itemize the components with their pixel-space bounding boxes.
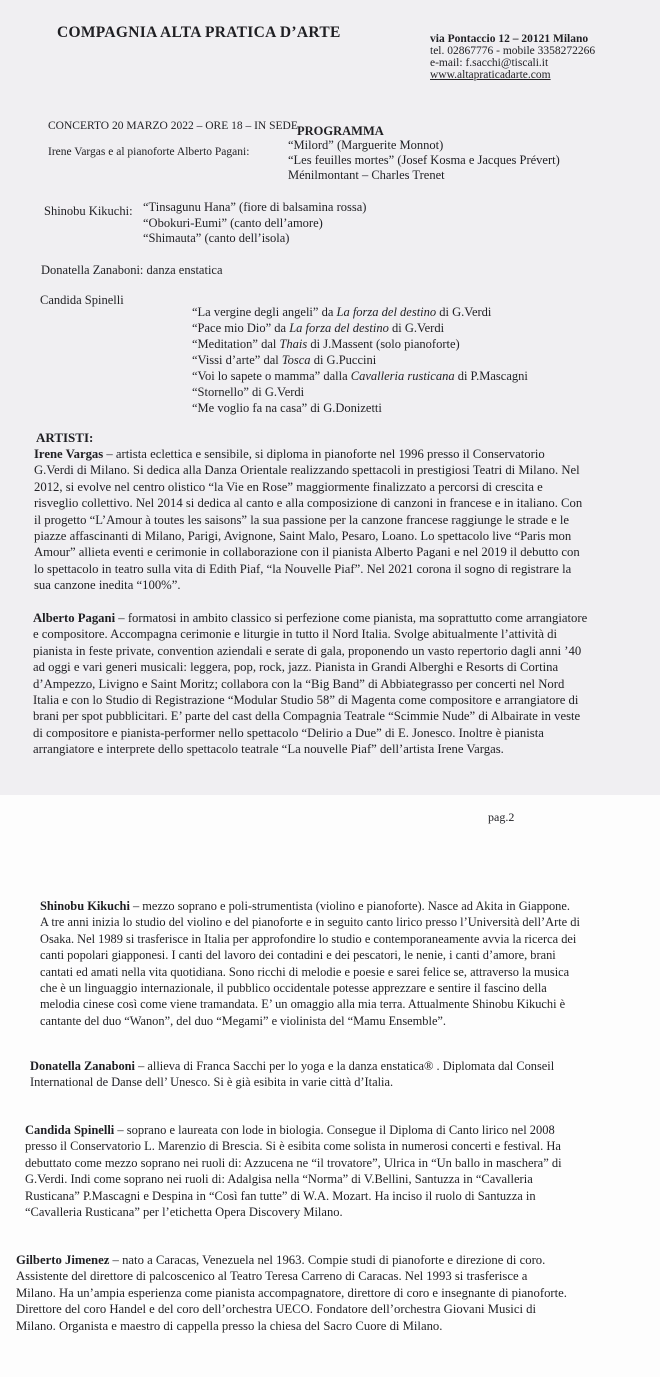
- bio-name: Shinobu Kikuchi: [40, 899, 130, 913]
- program-piece: Ménilmontant – Charles Trenet: [288, 168, 445, 182]
- bio-line: debuttato come mezzo soprano nei ruoli di: Azzucena ne “il trovatore”, Ulrica in “Un ballo in maschera” di: [25, 1155, 562, 1170]
- program-piece: [192, 384, 304, 400]
- programma-heading: PROGRAMMA: [297, 124, 384, 138]
- bio-line: d’Ampezzo, Livigno e Saint Moritz; collabora con la “Big Band” di Abbiategrasso per concerti nel Nord: [33, 676, 565, 691]
- bio-name: Alberto Pagani: [33, 611, 116, 625]
- bio-line: A tre anni inizia lo studio del violino e del pianoforte e in seguito canto lirico presso l’Università dell’Arte di: [40, 915, 580, 930]
- bio-line: piazze affascinanti di Milano, Parigi, Avignone, Saint Malo, Pesaro, Loano. Lo spettacolo live “Paris mon: [34, 529, 572, 544]
- piece-composer: di P.Mascagni: [454, 369, 528, 383]
- bio-line: Milano. Organista e maestro di cappella presso la chiesa del Sacro Cuore di Milano.: [16, 1318, 443, 1333]
- bio-name: Donatella Zanaboni: [30, 1059, 135, 1073]
- bio-line: risveglio collettivo. Nel 2014 si dedica al canto e alla composizione di canzoni in francese e in italiano. Con: [34, 496, 583, 511]
- bio-text: – formatosi in ambito classico si perfezione come pianista, ma soprattutto come arrangiatore: [115, 611, 588, 625]
- bio-line: Assistente del direttore di palcoscenico al Teatro Teresa Carreno di Caracas. Nel 1993 si trasferisce a: [16, 1269, 528, 1284]
- piece-opera: Cavalleria rusticana: [350, 369, 455, 383]
- bio-line: [16, 1252, 646, 1268]
- piece-text: “Vissi d’arte” dal: [192, 353, 282, 367]
- bio-line: cantante del duo “Wanon”, del duo “Megami” e violinista del “Mamu Ensemble”.: [40, 1013, 447, 1028]
- program-performer: Shinobu Kikuchi:: [44, 204, 133, 218]
- bio-line: G.Verdi di Milano. Si dedica alla Danza Orientale realizzando spettacoli in prestigiosi Teatri di Milano. Nel: [34, 463, 580, 478]
- bio-name: Irene Vargas: [34, 447, 104, 461]
- program-piece: “Tinsagunu Hana” (fiore di balsamina rossa): [143, 200, 367, 214]
- bio-line: Amour” allieta eventi e cerimonie in collaborazione con il pianista Alberto Pagani e nel 2019 il debutto con: [34, 545, 580, 560]
- piece-text: “La vergine degli angeli” da: [192, 305, 337, 319]
- bio-line: 2012, si evolve nel centro olistico “la Vie en Rose” maggiormente finalizzato a percorsi di crescita e: [34, 479, 543, 494]
- bio-line: [25, 1122, 645, 1138]
- concert-date-line: CONCERTO 20 MARZO 2022 – ORE 18 – IN SEDE: [48, 120, 298, 132]
- program-piece: [192, 400, 382, 416]
- bio-irene-vargas: [34, 446, 634, 594]
- bio-name: Candida Spinelli: [25, 1123, 115, 1137]
- piece-text: “Meditation” dal: [192, 337, 280, 351]
- bio-candida-spinelli: [25, 1122, 645, 1220]
- program-piece: [192, 304, 491, 320]
- bio-line: sua canzone inedita “100%”.: [34, 578, 181, 593]
- document-page-2: [0, 795, 660, 1377]
- company-title: COMPAGNIA ALTA PRATICA D’ARTE: [57, 24, 341, 41]
- bio-line: e compositore. Accompagna cerimonie e liturgie in tutto il Nord Italia. Svolge abitualmente l’attività di: [33, 627, 558, 642]
- bio-line: melodia cinese così come viene tramandata. E’ un omaggio alla mia terra. Attualmente Shinobu Kikuchi è: [40, 997, 566, 1012]
- bio-alberto-pagani: [33, 610, 633, 758]
- bio-donatella-zanaboni: [30, 1058, 640, 1091]
- piece-composer: di G.Puccini: [310, 353, 377, 367]
- bio-text: – soprano e laureata con lode in biologia. Consegue il Diploma di Canto lirico nel 2008: [114, 1123, 555, 1137]
- bio-line: pianista in feste private, convention aziendali e serate di gala, proponendo un vasto repertorio dagli anni ’40: [33, 643, 582, 658]
- bio-line: Rusticana” P.Mascagni e Despina in “Così fan tutte” di W.A. Mozart. Ha inciso il ruolo di Santuzza in: [25, 1188, 536, 1203]
- program-piece: [192, 368, 528, 384]
- bio-line: canti popolari giapponesi. I canti del lavoro dei contadini e dei pescatori, le nenie, i canti d’amore, brani: [40, 948, 556, 963]
- bio-line: “Cavalleria Rusticana” per l’etichetta Opera Discovery Milano.: [25, 1205, 343, 1220]
- bio-text: – mezzo soprano e poli-strumentista (violino e pianoforte). Nasce ad Akita in Giappone.: [129, 899, 570, 913]
- bio-line: presso il Conservatorio L. Marenzio di Brescia. Si è esibita come solista in numerosi concerti e festival. Ha: [25, 1139, 561, 1154]
- program-piece: “Obokuri-Eumi” (canto dell’amore): [143, 216, 323, 230]
- piece-text: “Me voglio fa na casa” di G.Donizetti: [192, 401, 382, 415]
- company-email: e-mail: f.sacchi@tiscali.it: [430, 57, 549, 69]
- bio-shinobu-kikuchi: [40, 898, 650, 1029]
- bio-line: il progetto “L’Amour à toutes les saisons” la sua passione per la canzone francese raggiunge le strade e le: [34, 512, 570, 527]
- bio-line: Milano. Ha un’ampia esperienza come pianista accompagnatore, direttore di coro e insegnante di pianoforte.: [16, 1285, 567, 1300]
- piece-opera: La forza del destino: [336, 305, 437, 319]
- company-phone: tel. 02867776 - mobile 3358272266: [430, 45, 596, 57]
- program-performer: Donatella Zanaboni: danza enstatica: [41, 263, 223, 277]
- bio-gilberto-jimenez: [16, 1252, 646, 1334]
- bio-line: G.Verdi. Indi come soprano nei ruoli di: Adalgisa nella “Norma” di V.Bellini, Santuzza in “Cavalleria: [25, 1172, 533, 1187]
- program-piece: [192, 352, 376, 368]
- bio-line: [33, 610, 633, 626]
- bio-name: Gilberto Jimenez: [16, 1253, 110, 1267]
- bio-line: ad oggi e vari generi musicali: leggera, pop, rock, jazz. Pianista in Grandi Alberghi e Resorts di Cortina: [33, 660, 559, 675]
- artisti-heading: ARTISTI:: [36, 430, 94, 445]
- program-piece: [192, 320, 444, 336]
- company-website: www.altapraticadarte.com: [430, 69, 551, 81]
- bio-line: Osaka. Nel 1989 si trasferisce in Italia per approfondire lo studio e contemporaneamente avvia la ricerca dei: [40, 931, 577, 946]
- bio-line: arrangiatore e interprete dello spettacolo teatrale “La nouvelle Piaf” dell’artista Irene Vargas.: [33, 742, 504, 757]
- bio-line: [34, 446, 634, 462]
- bio-text: – artista eclettica e sensibile, si diploma in pianoforte nel 1996 presso il Conservatorio: [103, 447, 545, 461]
- bio-line: brani per spot pubblicitari. E’ parte del cast della Compagnia Teatrale “Scimmie Nude” di Albairate in veste: [33, 709, 581, 724]
- program-piece: “Shimauta” (canto dell’isola): [143, 231, 290, 245]
- bio-line: [30, 1058, 640, 1074]
- piece-opera: La forza del destino: [289, 321, 389, 335]
- bio-line: Direttore del coro Handel e del coro dell’orchestra UECO. Fondatore dell’orchestra Giovani Musici di: [16, 1302, 537, 1317]
- program-piece: “Les feuilles mortes” (Josef Kosma e Jacques Prévert): [288, 153, 560, 167]
- bio-text: – allieva di Franca Sacchi per lo yoga e la danza enstatica® . Diplomata dal Conseil: [135, 1059, 555, 1073]
- bio-line: [40, 898, 650, 914]
- page-number: pag.2: [488, 810, 515, 824]
- piece-text: “Stornello” di G.Verdi: [192, 385, 305, 399]
- program-performer: Irene Vargas e al pianoforte Alberto Pagani:: [48, 146, 250, 158]
- bio-line: cantati ed amati nella vita quotidiana. Sono ricchi di melodie e poesie e sarei felice se, attraverso la musica: [40, 964, 570, 979]
- piece-composer: di J.Massent (solo pianoforte): [307, 337, 460, 351]
- piece-text: “Pace mio Dio” da: [192, 321, 290, 335]
- bio-text: – nato a Caracas, Venezuela nel 1963. Compie studi di pianoforte e direzione di coro.: [109, 1253, 546, 1267]
- piece-opera: Thais: [279, 337, 308, 351]
- company-address: via Pontaccio 12 – 20121 Milano: [430, 33, 589, 45]
- bio-line: di compositore e pianista-performer nello spettacolo “Delirio a Due” di E. Jonesco. Inoltre è pianista: [33, 725, 544, 740]
- piece-composer: di G.Verdi: [388, 321, 445, 335]
- program-piece: “Milord” (Marguerite Monnot): [288, 138, 444, 152]
- piece-composer: di G.Verdi: [436, 305, 492, 319]
- bio-line: lo spettacolo in teatro sulla vita di Edith Piaf, “la Nouvelle Piaf”. Nel 2021 corona il sogno di registrare la: [34, 561, 572, 576]
- bio-line: International de Danse dell’ Unesco. Si è già esibita in varie città d’Italia.: [30, 1075, 394, 1090]
- program-piece: [192, 336, 460, 352]
- program-performer: Candida Spinelli: [40, 293, 124, 307]
- piece-opera: Tosca: [281, 353, 311, 367]
- piece-text: “Voi lo sapete o mamma” dalla: [192, 369, 351, 383]
- bio-line: Italia e con lo Studio di Registrazione “Modular Studio 58” di Magenta come compositore e arrangiatore di: [33, 693, 579, 708]
- bio-line: che è un linguaggio internazionale, il pubblico occidentale potesse apprezzare e sentire il fascino della: [40, 981, 547, 996]
